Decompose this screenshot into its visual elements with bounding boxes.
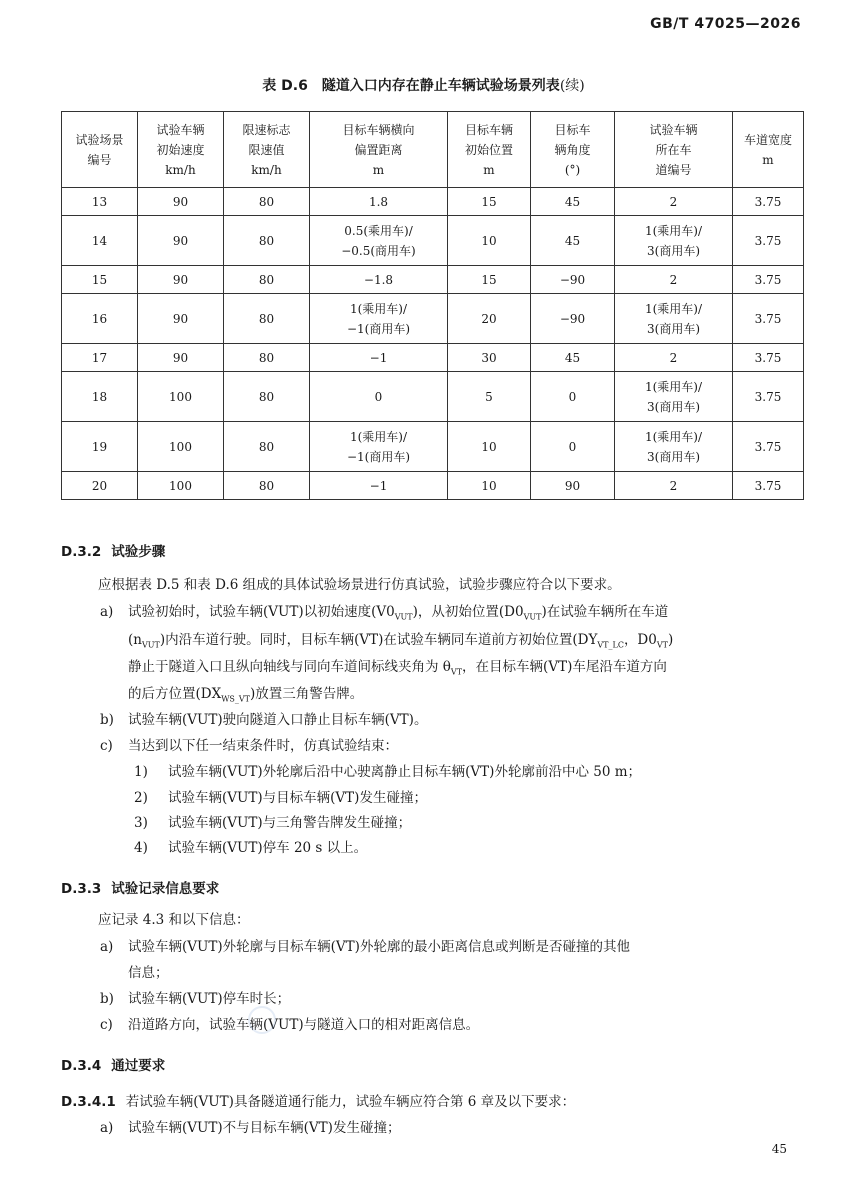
header-line: 试验场景 <box>75 132 124 147</box>
table-cell <box>138 294 224 344</box>
d32-item-c <box>100 736 398 756</box>
table-cell <box>224 372 310 422</box>
section-number: D.3.4 <box>61 1058 102 1074</box>
text: 静止于隧道入口且纵向轴线与同向车道间标线夹角为 θ <box>128 659 451 675</box>
d33-item-a-cont: 信息； <box>128 965 169 981</box>
table-cell <box>615 294 733 344</box>
header-line: 试验车辆 <box>156 122 205 137</box>
text: 试验车辆(VUT)与三角警告牌发生碰撞； <box>168 815 412 831</box>
cell-line: 100 <box>169 478 192 493</box>
cell-line: 100 <box>169 389 192 404</box>
table-cell <box>310 188 448 216</box>
table-title-continued: (续) <box>559 78 585 94</box>
text: ，D0 <box>623 632 657 648</box>
cell-line: 1(乘用车)/ <box>644 223 703 238</box>
cell-line: 0.5(乘用车)/ <box>344 223 413 238</box>
table-row <box>62 188 804 216</box>
cell-line: −1 <box>369 478 388 493</box>
header-line: 所在车 <box>655 142 692 157</box>
section-number: D.3.2 <box>61 544 102 560</box>
cell-line: 3.75 <box>754 478 782 493</box>
subscript: VT_LC <box>597 640 624 650</box>
table-cell <box>310 372 448 422</box>
cell-line: 3.75 <box>754 194 782 209</box>
d32-item-c-2 <box>134 788 427 808</box>
d33-item-c <box>100 1015 479 1035</box>
table-row <box>62 266 804 294</box>
header-line: 试验车辆 <box>649 122 698 137</box>
table-cell <box>733 422 804 472</box>
table-cell <box>531 472 615 500</box>
header-line: 编号 <box>87 152 112 167</box>
item-label: a) <box>100 1120 114 1136</box>
clause-number: D.3.4.1 <box>61 1094 116 1110</box>
table-cell <box>310 294 448 344</box>
cell-line: 3.75 <box>754 311 782 326</box>
table-cell <box>531 372 615 422</box>
d341-clause <box>61 1092 575 1112</box>
text: ) <box>667 632 674 648</box>
column-header <box>448 112 531 188</box>
cell-line: 80 <box>258 439 275 454</box>
scenario-table <box>61 111 804 500</box>
text: 试验初始时，试验车辆(VUT)以初始速度(V0 <box>128 604 395 620</box>
cell-line: 0 <box>568 389 577 404</box>
item-label: a) <box>100 604 114 620</box>
cell-line: 1.8 <box>368 194 389 209</box>
cell-line: 90 <box>172 311 189 326</box>
cell-line: 3.75 <box>754 439 782 454</box>
table-cell <box>310 344 448 372</box>
text: )放置三角警告牌。 <box>250 686 364 702</box>
cell-line: 80 <box>258 194 275 209</box>
column-header <box>62 112 138 188</box>
cell-line: 2 <box>669 272 678 287</box>
table-cell <box>615 472 733 500</box>
header-line: m <box>483 162 495 177</box>
subscript: VUT <box>141 640 160 650</box>
text: 试验车辆(VUT)不与目标车辆(VT)发生碰撞； <box>128 1120 401 1136</box>
cell-line: 3(商用车) <box>647 243 700 258</box>
table-cell <box>310 472 448 500</box>
cell-line: 80 <box>258 350 275 365</box>
table-cell <box>733 472 804 500</box>
d32-item-a-line3 <box>128 657 667 683</box>
subscript: VT <box>656 640 668 650</box>
cell-line: 80 <box>258 233 275 248</box>
cell-line: −90 <box>559 272 586 287</box>
table-cell <box>62 344 138 372</box>
cell-line: 2 <box>669 194 678 209</box>
table-cell <box>62 472 138 500</box>
table-cell <box>733 188 804 216</box>
text: 试验车辆(VUT)停车 20 s 以上。 <box>168 840 368 856</box>
cell-line: 3(商用车) <box>647 321 700 336</box>
header-line: 目标车辆横向 <box>342 122 415 137</box>
column-header <box>138 112 224 188</box>
cell-line: 1(乘用车)/ <box>349 301 408 316</box>
cell-line: 3.75 <box>754 233 782 248</box>
section-d32-heading <box>61 540 165 560</box>
cell-line: 15 <box>481 272 497 287</box>
cell-line: 13 <box>91 194 108 209</box>
cell-line: 18 <box>91 389 108 404</box>
text: 试验车辆(VUT)驶向隧道入口静止目标车辆(VT)。 <box>128 712 428 728</box>
sub-item-label: 4) <box>134 840 148 856</box>
cell-line: 100 <box>169 439 192 454</box>
subscript: WS_VT <box>221 694 251 704</box>
table-cell <box>448 422 531 472</box>
table-cell <box>733 372 804 422</box>
cell-line: −1(商用车) <box>346 449 411 464</box>
cell-line: 80 <box>258 311 275 326</box>
section-d34-heading <box>61 1054 165 1074</box>
table-cell <box>448 294 531 344</box>
table-cell <box>531 422 615 472</box>
d33-item-a <box>100 937 630 957</box>
text: 试验车辆(VUT)外轮廓与目标车辆(VT)外轮廓的最小距离信息或判断是否碰撞的其他 <box>128 939 630 955</box>
table-cell <box>138 266 224 294</box>
text: 试验车辆(VUT)与目标车辆(VT)发生碰撞； <box>168 790 427 806</box>
sub-item-label: 2) <box>134 790 148 806</box>
table-cell <box>448 472 531 500</box>
table-cell <box>224 472 310 500</box>
cell-line: 20 <box>91 478 108 493</box>
subscript: VUT <box>523 612 542 622</box>
table-cell <box>62 294 138 344</box>
text: 试验车辆(VUT)停车时长； <box>128 991 291 1007</box>
cell-line: 90 <box>172 350 189 365</box>
header-line: 限速标志 <box>242 122 291 137</box>
cell-line: 1(乘用车)/ <box>349 429 408 444</box>
cell-line: 16 <box>91 311 108 326</box>
cell-line: 17 <box>91 350 108 365</box>
subscript: VUT <box>394 612 413 622</box>
text: )，从初始位置(D0 <box>412 604 524 620</box>
header-line: 道编号 <box>655 162 692 177</box>
d32-item-c-4 <box>134 838 367 858</box>
standard-number: GB/T 47025—2026 <box>650 16 801 32</box>
table-cell <box>531 294 615 344</box>
text: 若试验车辆(VUT)具备隧道通行能力，试验车辆应符合第 6 章及以下要求： <box>125 1094 576 1110</box>
text: ，在目标车辆(VT)车尾沿车道方向 <box>462 659 667 675</box>
cell-line: −1(商用车) <box>346 321 411 336</box>
cell-line: 0 <box>374 389 383 404</box>
section-d33-intro: 应记录 4.3 和以下信息： <box>98 912 250 928</box>
column-header <box>224 112 310 188</box>
cell-line: 45 <box>564 194 581 209</box>
text: 试验车辆(VUT)外轮廓后沿中心驶离静止目标车辆(VT)外轮廓前沿中心 50 m； <box>168 764 642 780</box>
cell-line: 1(乘用车)/ <box>644 379 703 394</box>
table-cell <box>448 372 531 422</box>
watermark-icon <box>248 1006 276 1034</box>
text: (n <box>128 632 142 648</box>
table-cell <box>531 188 615 216</box>
d32-item-b <box>100 710 427 730</box>
cell-line: 10 <box>481 233 497 248</box>
cell-line: 45 <box>564 233 581 248</box>
header-line: 辆角度 <box>554 142 591 157</box>
table-cell <box>138 422 224 472</box>
table-cell <box>224 344 310 372</box>
cell-line: −1 <box>369 350 388 365</box>
cell-line: 80 <box>258 272 275 287</box>
table-cell <box>733 216 804 266</box>
header-line: 车道宽度 <box>743 132 792 147</box>
table-cell <box>733 344 804 372</box>
header-line: 目标车辆 <box>464 122 513 137</box>
table-row <box>62 422 804 472</box>
cell-line: 10 <box>481 478 497 493</box>
d32-item-c-3 <box>134 813 411 833</box>
column-header <box>615 112 733 188</box>
table-cell <box>448 216 531 266</box>
text: 沿道路方向，试验车辆(VUT)与隧道入口的相对距离信息。 <box>128 1017 480 1033</box>
table-row <box>62 294 804 344</box>
cell-line: 1(乘用车)/ <box>644 429 703 444</box>
subscript: VT <box>450 667 463 677</box>
cell-line: 90 <box>172 233 189 248</box>
cell-line: 45 <box>564 350 581 365</box>
column-header <box>733 112 804 188</box>
table-cell <box>531 344 615 372</box>
table-cell <box>138 372 224 422</box>
header-line: 限速值 <box>248 142 285 157</box>
cell-line: 14 <box>91 233 108 248</box>
text: )内沿车道行驶。同时，目标车辆(VT)在试验车辆同车道前方初始位置(DY <box>159 632 598 648</box>
d32-item-c-1 <box>134 762 641 782</box>
table-cell <box>224 266 310 294</box>
item-label: c) <box>100 1017 113 1033</box>
cell-line: 0 <box>568 439 577 454</box>
cell-line: 90 <box>172 194 189 209</box>
table-cell <box>615 344 733 372</box>
table-row <box>62 216 804 266</box>
text: )在试验车辆所在车道 <box>541 604 669 620</box>
item-label: b) <box>100 712 114 728</box>
column-header <box>310 112 448 188</box>
cell-line: 90 <box>172 272 189 287</box>
page-number: 45 <box>771 1142 787 1156</box>
d32-item-a-line1 <box>100 602 668 628</box>
cell-line: 3(商用车) <box>647 399 700 414</box>
table-cell <box>733 266 804 294</box>
cell-line: 19 <box>91 439 108 454</box>
table-cell <box>310 422 448 472</box>
text: 当达到以下任一结束条件时，仿真试验结束： <box>128 738 398 754</box>
header-line: 初始速度 <box>156 142 205 157</box>
cell-line: 5 <box>485 389 493 404</box>
table-cell <box>310 216 448 266</box>
table-cell <box>615 188 733 216</box>
table-cell <box>62 188 138 216</box>
table-title <box>0 75 847 95</box>
cell-line: −1.8 <box>363 272 394 287</box>
cell-line: 3.75 <box>754 389 782 404</box>
text: 的后方位置(DX <box>128 686 222 702</box>
cell-line: 2 <box>669 350 678 365</box>
section-number: D.3.3 <box>61 881 102 897</box>
header-line: km/h <box>251 162 282 177</box>
cell-line: 20 <box>481 311 497 326</box>
table-cell <box>224 294 310 344</box>
cell-line: 2 <box>669 478 678 493</box>
table-cell <box>224 422 310 472</box>
section-d33-heading <box>61 877 219 897</box>
item-label: c) <box>100 738 113 754</box>
d341-item-a <box>100 1118 400 1138</box>
table-row <box>62 372 804 422</box>
table-cell <box>733 294 804 344</box>
table-cell <box>615 372 733 422</box>
cell-line: −0.5(商用车) <box>341 243 416 258</box>
table-header-row <box>62 112 804 188</box>
table-cell <box>615 266 733 294</box>
table-cell <box>310 266 448 294</box>
table-cell <box>62 372 138 422</box>
cell-line: 15 <box>481 194 497 209</box>
sub-item-label: 3) <box>134 815 148 831</box>
table-cell <box>448 344 531 372</box>
table-cell <box>138 188 224 216</box>
header-line: 偏置距离 <box>354 142 403 157</box>
table-cell <box>448 188 531 216</box>
table-cell <box>615 216 733 266</box>
table-cell <box>62 216 138 266</box>
cell-line: 1(乘用车)/ <box>644 301 703 316</box>
table-cell <box>138 344 224 372</box>
table-row <box>62 344 804 372</box>
table-cell <box>62 422 138 472</box>
table-cell <box>448 266 531 294</box>
d32-item-a-line2 <box>128 630 673 656</box>
table-cell <box>615 422 733 472</box>
header-line: 目标车 <box>554 122 591 137</box>
cell-line: 80 <box>258 389 275 404</box>
table-cell <box>224 188 310 216</box>
header-line: m <box>372 162 385 177</box>
cell-line: 80 <box>258 478 275 493</box>
header-line: m <box>762 152 774 167</box>
table-cell <box>138 472 224 500</box>
table-cell <box>531 216 615 266</box>
header-line: 初始位置 <box>464 142 513 157</box>
cell-line: 3.75 <box>754 350 782 365</box>
cell-line: 3(商用车) <box>647 449 700 464</box>
cell-line: 90 <box>564 478 581 493</box>
header-line: km/h <box>165 162 196 177</box>
section-title: 试验步骤 <box>111 544 166 560</box>
table-cell <box>224 216 310 266</box>
cell-line: 3.75 <box>754 272 782 287</box>
table-row <box>62 472 804 500</box>
item-label: b) <box>100 991 114 1007</box>
item-label: a) <box>100 939 114 955</box>
cell-line: 30 <box>481 350 497 365</box>
d32-item-a-line4 <box>128 684 363 710</box>
section-title: 试验记录信息要求 <box>111 881 220 897</box>
cell-line: 15 <box>91 272 108 287</box>
column-header <box>531 112 615 188</box>
section-d32-intro: 应根据表 D.5 和表 D.6 组成的具体试验场景进行仿真试验，试验步骤应符合以下要求。 <box>98 577 621 593</box>
table-cell <box>138 216 224 266</box>
sub-item-label: 1) <box>134 764 148 780</box>
table-cell <box>62 266 138 294</box>
table-cell <box>531 266 615 294</box>
section-title: 通过要求 <box>111 1058 166 1074</box>
cell-line: −90 <box>559 311 586 326</box>
cell-line: 10 <box>481 439 497 454</box>
header-line: (°) <box>564 162 581 177</box>
table-title-text: 表 D.6 隧道入口内存在静止车辆试验场景列表 <box>262 78 560 94</box>
